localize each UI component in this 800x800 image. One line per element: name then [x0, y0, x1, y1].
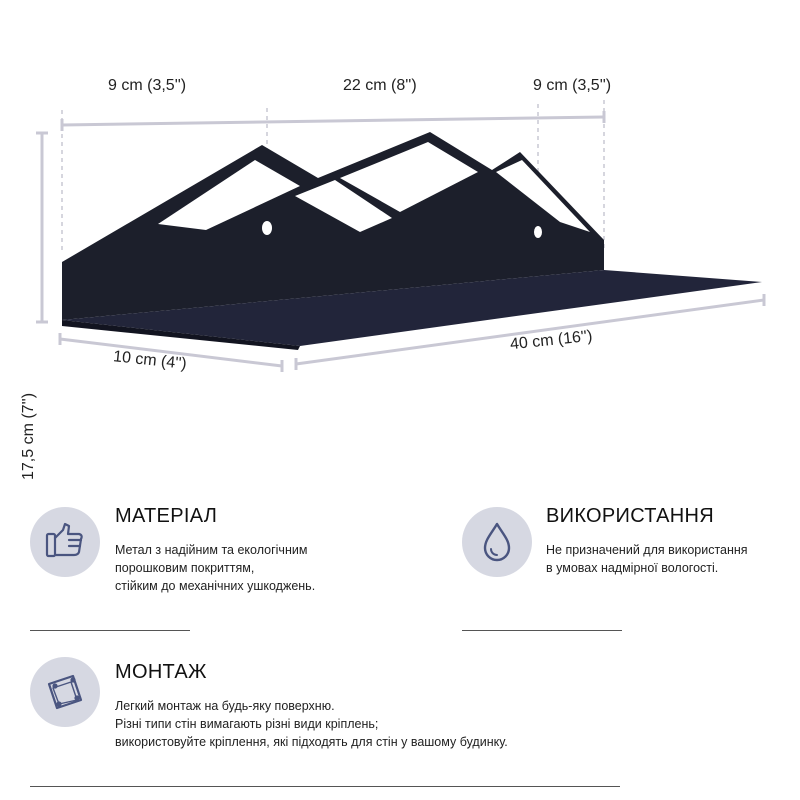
- width-left-label: 9 cm (3,5''): [108, 77, 187, 94]
- usage-icon-circle: [462, 507, 532, 577]
- usage-title: ВИКОРИСТАННЯ: [546, 505, 715, 527]
- usage-divider: [462, 630, 622, 631]
- mounting-icon-circle: [30, 657, 100, 727]
- width-center-label: 22 cm (8''): [343, 77, 417, 94]
- mounting-line: Легкий монтаж на будь-яку поверхню.: [115, 699, 335, 713]
- depth-label: 10 cm (4''): [112, 348, 188, 373]
- water-drop-icon: [477, 520, 517, 564]
- height-label: 17,5 cm (7''): [20, 392, 37, 480]
- length-label: 40 cm (16''): [509, 327, 594, 354]
- shelf-body: [62, 132, 762, 350]
- hand-thumbs-up-icon: [43, 520, 87, 564]
- mounting-description: [115, 697, 508, 751]
- material-divider: [30, 630, 190, 631]
- usage-description: [546, 541, 748, 577]
- material-icon-circle: [30, 507, 100, 577]
- width-right-label: 9 cm (3,5''): [533, 77, 612, 94]
- usage-line: Не призначений для використання: [546, 543, 748, 557]
- mounting-line: використовуйте кріплення, які підходять для стін у вашому будинку.: [115, 735, 508, 749]
- material-line: порошковим покриттям,: [115, 561, 255, 575]
- mounting-title: МОНТАЖ: [115, 661, 207, 683]
- mounting-line: Різні типи стін вимагають різні види кріплень;: [115, 717, 379, 731]
- mounting-plate-icon: [43, 670, 87, 714]
- usage-line: в умовах надмірної вологості.: [546, 561, 719, 575]
- material-line: Метал з надійним та екологічним: [115, 543, 308, 557]
- material-line: стійким до механічних ушкоджень.: [115, 579, 316, 593]
- mounting-divider: [30, 786, 620, 787]
- width-dimension-line: [62, 117, 604, 125]
- material-title: МАТЕРІАЛ: [115, 505, 218, 527]
- material-description: [115, 541, 315, 595]
